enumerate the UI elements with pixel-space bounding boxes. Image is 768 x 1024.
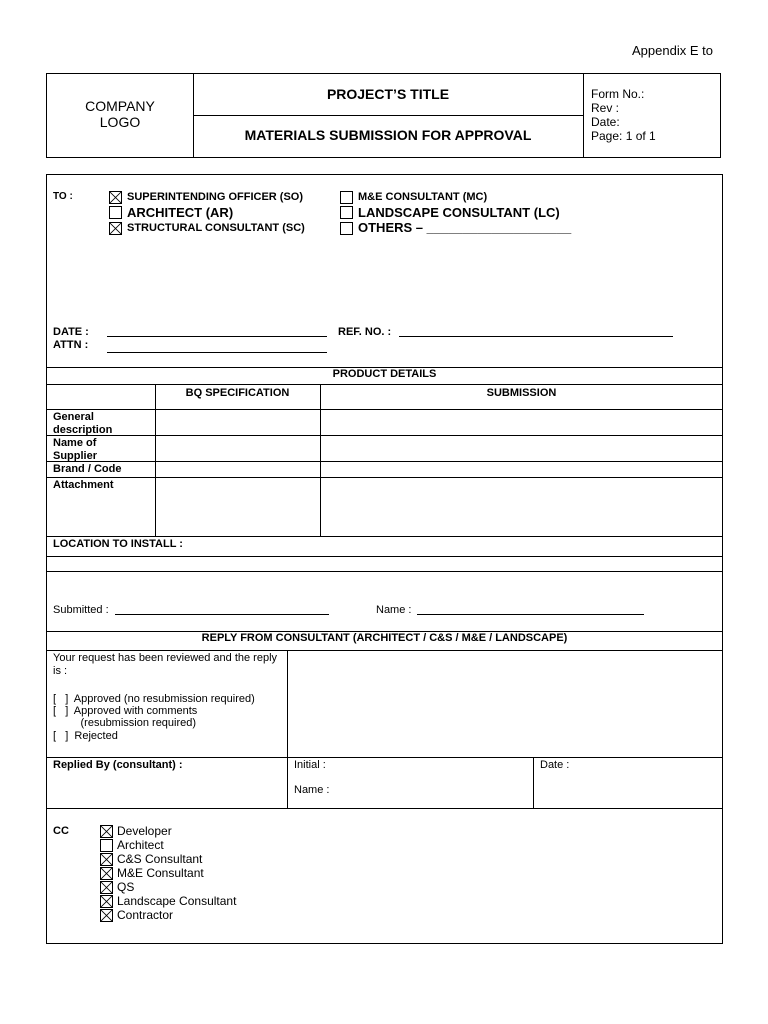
submitter-name-label: Name : [376, 604, 412, 616]
submission-general-description-cell[interactable] [321, 410, 722, 435]
divider [46, 808, 723, 809]
submitter-name-line[interactable] [417, 614, 644, 615]
checkbox-mc[interactable] [340, 191, 353, 204]
ref-no-line[interactable] [399, 336, 673, 337]
cc-checkbox-qs[interactable] [100, 881, 113, 894]
checkbox-ar[interactable] [109, 206, 122, 219]
submission-brand-cell[interactable] [321, 462, 722, 477]
submitted-label: Submitted : [53, 604, 109, 616]
divider [46, 536, 723, 537]
cc-label: CC [53, 825, 69, 837]
recipient-so-label: SUPERINTENDING OFFICER (SO) [127, 191, 304, 203]
bq-attachment-cell[interactable] [156, 478, 319, 536]
checkbox-others[interactable] [340, 222, 353, 235]
recipient-others-label: OTHERS – ____________________ [358, 220, 572, 235]
cc-me-consultant-label: M&E Consultant [117, 866, 204, 880]
recipient-mc-label: M&E CONSULTANT (MC) [358, 191, 488, 203]
ref-no-label: REF. NO. : [338, 326, 392, 338]
divider [46, 384, 723, 385]
cc-checkbox-cs-consultant[interactable] [100, 853, 113, 866]
row-name-of-supplier: Name of Supplier [53, 437, 98, 462]
bq-general-description-cell[interactable] [156, 410, 319, 435]
recipient-ar-label: ARCHITECT (AR) [127, 205, 234, 220]
row-attachment: Attachment [53, 479, 114, 491]
cc-checkbox-architect[interactable] [100, 839, 113, 852]
submission-attachment-cell[interactable] [321, 478, 722, 536]
divider [46, 571, 723, 572]
recipient-lc-label: LANDSCAPE CONSULTANT (LC) [358, 205, 560, 220]
to-label: TO : [53, 191, 73, 202]
company-logo-placeholder: COMPANY LOGO [85, 98, 155, 130]
cc-developer-label: Developer [117, 824, 172, 838]
reply-intro: Your request has been reviewed and the reply is : [53, 652, 278, 677]
product-details-heading: PRODUCT DETAILS [332, 368, 437, 380]
cc-contractor-label: Contractor [117, 908, 174, 922]
cc-checkbox-me-consultant[interactable] [100, 867, 113, 880]
bq-brand-cell[interactable] [156, 462, 319, 477]
reply-name-label: Name : [294, 784, 330, 796]
divider [533, 757, 534, 808]
location-to-install-label: LOCATION TO INSTALL : [53, 538, 183, 550]
date-label: Date: [591, 115, 620, 129]
row-brand-code: Brand / Code [53, 463, 122, 475]
cc-checkbox-landscape-consultant[interactable] [100, 895, 113, 908]
checkbox-sc[interactable] [109, 222, 122, 235]
date-field-label: DATE : [53, 326, 89, 338]
checkbox-so[interactable] [109, 191, 122, 204]
cc-qs-label: QS [117, 880, 135, 894]
recipient-sc-label: STRUCTURAL CONSULTANT (SC) [127, 222, 305, 234]
reply-option-approved[interactable]: [ ] Approved (no resubmission required) [53, 693, 255, 705]
location-input-row[interactable] [47, 557, 722, 571]
page-label: Page: 1 of 1 [591, 129, 656, 143]
cc-cs-consultant-label: C&S Consultant [117, 852, 203, 866]
row-general-description: General description [53, 411, 113, 436]
attn-field-line[interactable] [107, 352, 327, 353]
reply-comments-area[interactable] [288, 651, 722, 757]
cc-checkbox-developer[interactable] [100, 825, 113, 838]
divider [46, 757, 723, 758]
checkbox-lc[interactable] [340, 206, 353, 219]
reply-option-approved-with-comments[interactable]: [ ] Approved with comments [53, 705, 198, 717]
submission-supplier-cell[interactable] [321, 436, 722, 461]
appendix-label: Appendix E to [632, 43, 713, 58]
reply-date-label: Date : [540, 759, 570, 771]
rev-label: Rev : [591, 101, 620, 115]
reply-option-resubmission-note: (resubmission required) [53, 717, 197, 729]
submitted-line[interactable] [115, 614, 329, 615]
form-title: MATERIALS SUBMISSION FOR APPROVAL [244, 127, 532, 143]
bq-supplier-cell[interactable] [156, 436, 319, 461]
replied-by-label: Replied By (consultant) : [53, 759, 183, 771]
col-bq-specification: BQ SPECIFICATION [185, 387, 290, 399]
reply-option-rejected[interactable]: [ ] Rejected [53, 730, 118, 742]
cc-architect-label: Architect [117, 838, 164, 852]
header-divider-middle [193, 115, 583, 116]
form-no-label: Form No.: [591, 87, 645, 101]
reply-heading: REPLY FROM CONSULTANT (ARCHITECT / C&S / M&E / LANDSCAPE) [201, 632, 568, 644]
cc-landscape-consultant-label: Landscape Consultant [117, 894, 237, 908]
date-field-line[interactable] [107, 336, 327, 337]
cc-checkbox-contractor[interactable] [100, 909, 113, 922]
initial-label: Initial : [294, 759, 326, 771]
col-submission: SUBMISSION [486, 387, 557, 399]
attn-field-label: ATTN : [53, 339, 89, 351]
project-title: PROJECT’S TITLE [326, 86, 450, 102]
header-divider-right [583, 73, 584, 158]
